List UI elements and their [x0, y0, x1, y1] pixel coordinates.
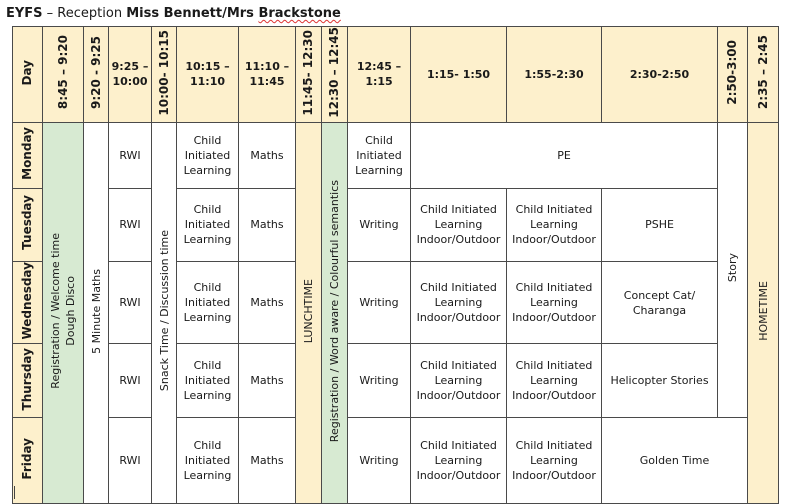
- day-label: Friday: [13, 418, 43, 504]
- lesson-cell: Golden Time: [602, 418, 748, 504]
- timetable: [12, 26, 779, 504]
- story-block: Story: [718, 122, 748, 418]
- title-dash: – Reception: [42, 6, 127, 21]
- lesson-cell: RWI: [109, 188, 152, 261]
- day-label: Wednesday: [13, 261, 43, 344]
- day-row-friday: [13, 418, 779, 504]
- lesson-cell: Child Initiated Learning Indoor/Outdoor: [411, 418, 507, 504]
- five-minute-maths-block: 5 Minute Maths: [84, 122, 109, 504]
- col-header-time: 11:45- 12:30: [296, 27, 322, 123]
- col-header-time: 10:15 – 11:10: [177, 27, 239, 123]
- lesson-cell: RWI: [109, 122, 152, 188]
- col-header-time: 9:20 - 9:25: [84, 27, 109, 123]
- lesson-cell: Maths: [239, 188, 296, 261]
- lesson-cell: RWI: [109, 418, 152, 504]
- lesson-cell: Child Initiated Learning: [177, 122, 239, 188]
- day-label: Monday: [13, 122, 43, 188]
- lesson-cell: Child Initiated Learning Indoor/Outdoor: [411, 188, 507, 261]
- lesson-cell: Child Initiated Learning: [177, 418, 239, 504]
- lesson-cell: Helicopter Stories: [602, 344, 718, 418]
- col-header-time: 2:50-3:00: [718, 27, 748, 123]
- lesson-cell: Child Initiated Learning: [177, 344, 239, 418]
- col-header-day: Day: [13, 27, 43, 123]
- lesson-cell: Child Initiated Learning Indoor/Outdoor: [507, 188, 602, 261]
- day-row-wednesday: [13, 261, 779, 344]
- lesson-cell: Child Initiated Learning: [177, 188, 239, 261]
- title-prefix: EYFS: [6, 6, 43, 21]
- lesson-cell: Maths: [239, 344, 296, 418]
- lesson-cell: Child Initiated Learning: [177, 261, 239, 344]
- col-header-time: 10:00- 10:15: [152, 27, 177, 123]
- title-teacher-misspelled: Brackstone: [258, 6, 341, 21]
- day-label: Thursday: [13, 344, 43, 418]
- lesson-cell: Child Initiated Learning Indoor/Outdoor: [507, 344, 602, 418]
- lesson-cell: Writing: [348, 344, 411, 418]
- lesson-cell: RWI: [109, 261, 152, 344]
- lesson-cell: Maths: [239, 122, 296, 188]
- page-title: [6, 6, 341, 22]
- dough-disco-text: Dough Disco: [64, 276, 77, 346]
- col-header-time: 12:45 – 1:15: [348, 27, 411, 123]
- page-margin-mark: [14, 486, 15, 499]
- lunchtime-block: LUNCHTIME: [296, 122, 322, 504]
- snack-time-block: Snack Time / Discussion time: [152, 122, 177, 504]
- day-label: Tuesday: [13, 188, 43, 261]
- lesson-cell: Writing: [348, 261, 411, 344]
- lesson-cell: Child Initiated Learning: [348, 122, 411, 188]
- col-header-time: 1:15- 1:50: [411, 27, 507, 123]
- col-header-time: 2:30-2:50: [602, 27, 718, 123]
- registration-text: Registration / Welcome time: [49, 233, 62, 389]
- lesson-cell: Child Initiated Learning Indoor/Outdoor: [411, 344, 507, 418]
- lesson-cell: Writing: [348, 188, 411, 261]
- col-header-time: 12:30 – 12:45: [322, 27, 348, 123]
- col-header-time: 2:35 – 2:45: [748, 27, 779, 123]
- lesson-cell: Maths: [239, 261, 296, 344]
- lesson-cell: Child Initiated Learning Indoor/Outdoor: [411, 261, 507, 344]
- day-row-thursday: [13, 344, 779, 418]
- col-header-time: 9:25 – 10:00: [109, 27, 152, 123]
- lesson-cell: Child Initiated Learning Indoor/Outdoor: [507, 261, 602, 344]
- lesson-cell: PSHE: [602, 188, 718, 261]
- day-row-monday: [13, 122, 779, 188]
- registration-block: [43, 122, 84, 504]
- pe-cell: PE: [411, 122, 718, 188]
- semantics-block: Registration / Word aware / Colourful semantics: [322, 122, 348, 504]
- lesson-cell: Writing: [348, 418, 411, 504]
- title-teachers: Miss Bennett/Mrs: [126, 6, 259, 21]
- lesson-cell: Concept Cat/ Charanga: [602, 261, 718, 344]
- col-header-time: 8:45 – 9:20: [43, 27, 84, 123]
- lesson-cell: RWI: [109, 344, 152, 418]
- col-header-time: 11:10 – 11:45: [239, 27, 296, 123]
- lesson-cell: Child Initiated Learning Indoor/Outdoor: [507, 418, 602, 504]
- col-header-time: 1:55-2:30: [507, 27, 602, 123]
- day-row-tuesday: [13, 188, 779, 261]
- hometime-block: HOMETIME: [748, 122, 779, 504]
- lesson-cell: Maths: [239, 418, 296, 504]
- header-row: [13, 27, 779, 123]
